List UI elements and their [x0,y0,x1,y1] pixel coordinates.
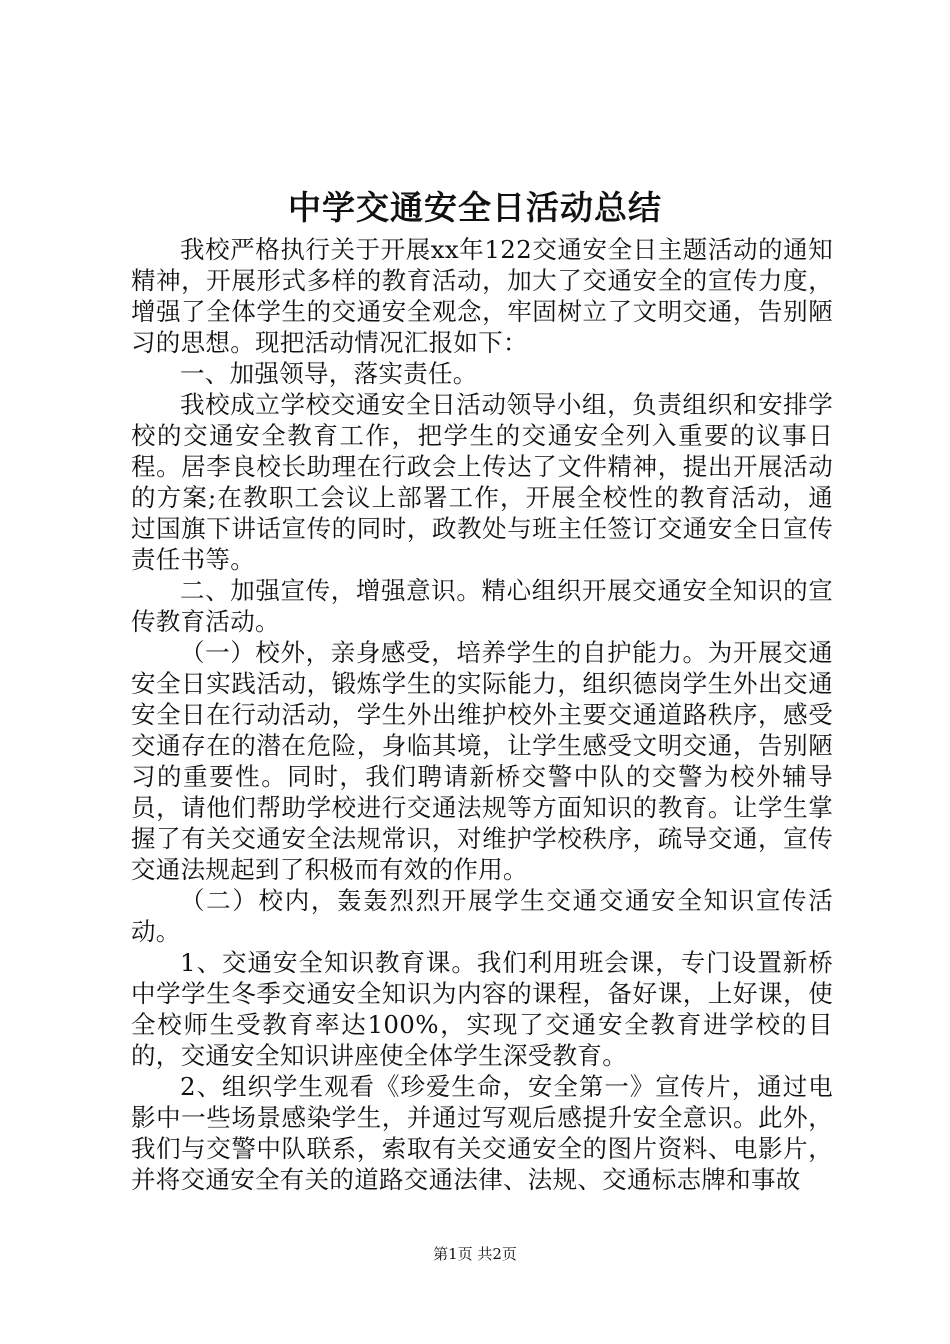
paragraph-intro: 我校严格执行关于开展xx年122交通安全日主题活动的通知精神，开展形式多样的教育活动，加大了交通安全的宣传力度，增强了全体学生的交通安全观念，牢固树立了文明交通，告别陋习的思想。现把活动情况汇报如下： [131,235,833,357]
document-title: 中学交通安全日活动总结 [288,188,662,227]
heading-section-1: 一、加强领导，落实责任。 [180,359,478,388]
paragraph-inside-school: （二）校内，轰轰烈烈开展学生交通交通安全知识宣传活动。 [131,886,833,946]
paragraph-outside-school: （一）校外，亲身感受，培养学生的自护能力。为开展交通安全日实践活动，锻炼学生的实际能力，组织德岗学生外出交通安全日在行动活动，学生外出维护校外主要交通道路秩序，感受交通存在的潜在危险，身临其境，让学生感受文明交通，告别陋习的重要性。同时，我们聘请新桥交警中队的交警为校外辅导员，请他们帮助学校进行交通法规等方面知识的教育。让学生掌握了有关交通安全法规常识，对维护学校秩序，疏导交通，宣传交通法规起到了积极而有效的作用。 [131,638,833,884]
document-body [131,234,833,1195]
paragraph-item-1: 1、交通安全知识教育课。我们利用班会课，专门设置新桥中学学生冬季交通安全知识为内容的课程，备好课，上好课，使全校师生受教育率达100%，实现了交通安全教育进学校的目的，交通安全知识讲座使全体学生深受教育。 [131,948,833,1070]
paragraph-section-1: 我校成立学校交通安全日活动领导小组，负责组织和安排学校的交通安全教育工作，把学生的交通安全列入重要的议事日程。居李良校长助理在行政会上传达了文件精神，提出开展活动的方案;在教职工会议上部署工作，开展全校性的教育活动，通过国旗下讲话宣传的同时，政教处与班主任签订交通安全日宣传责任书等。 [131,390,833,574]
page-number-footer: 第1页 共2页 [433,1245,517,1263]
heading-section-2: 二、加强宣传，增强意识。精心组织开展交通安全知识的宣传教育活动。 [131,576,833,636]
paragraph-item-2: 2、组织学生观看《珍爱生命，安全第一》宣传片，通过电影中一些场景感染学生，并通过写观后感提升安全意识。此外，我们与交警中队联系，索取有关交通安全的图片资料、电影片，并将交通安全有关的道路交通法律、法规、交通标志牌和事故 [131,1072,833,1194]
